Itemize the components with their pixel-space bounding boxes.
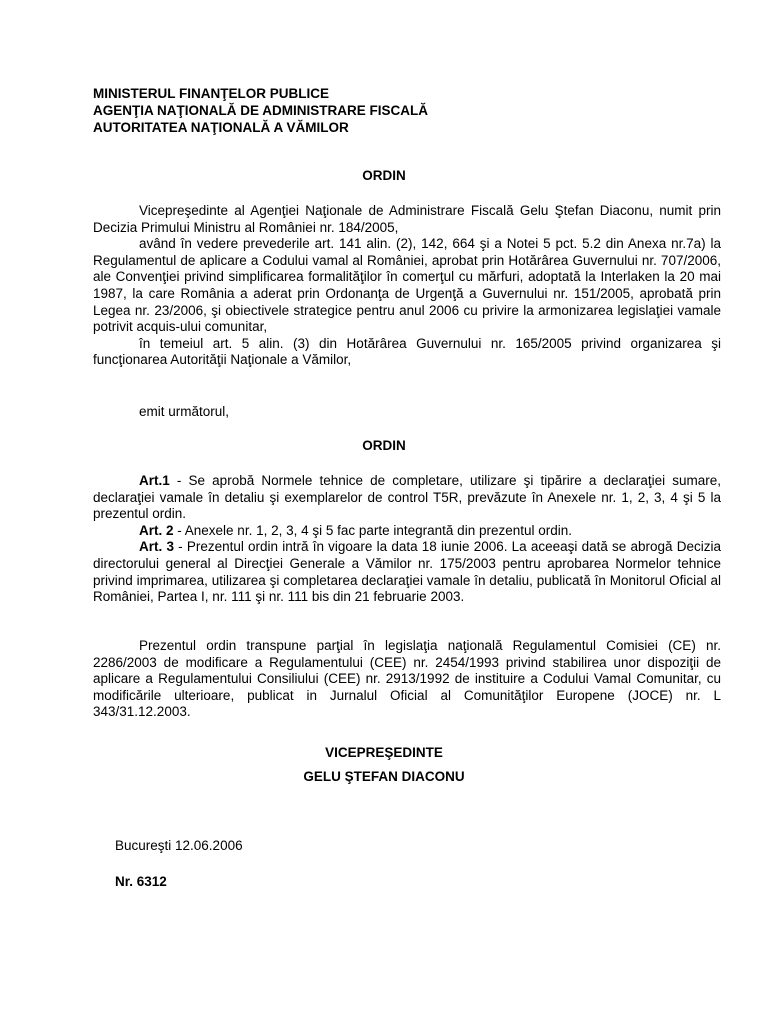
signatory-role: VICEPREŞEDINTE [325,745,443,760]
emit-text: emit următorul, [139,404,230,419]
article-3 [93,539,721,605]
intro-section [93,203,721,369]
header-authority: AUTORITATEA NAŢIONALĂ A VĂMILOR [93,120,349,135]
intro-paragraph-2: având în vedere prevederile art. 141 alin. (2), 142, 664 şi a Notei 5 pct. 5.2 din Anexa nr.7a) la Regulamentul de aplicare a Codului vamal al României, aprobat prin Hotărârea Guvernului nr. 707/2006, ale Convenţiei privind simplificarea formalităţilor în comerţul cu mărfuri, adoptată la Interlaken la 20 mai 1987, la care România a aderat prin Ordonanţa de Urgenţă a Guvernului nr. 151/2005, aprobată prin Legea nr. 23/2006, şi obiectivele strategice pentru anul 2006 cu privire la armonizarea legislaţiei vamale potrivit acquis-ului comunitar, [93,236,721,335]
issuer-header [93,85,428,136]
intro-paragraph-1: Vicepreşedinte al Agenţiei Naţionale de Administrare Fiscală Gelu Ştefan Diaconu, numit prin Decizia Primului Ministru al României nr. 184/2005, [93,203,721,235]
header-agency: AGENŢIA NAŢIONALĂ DE ADMINISTRARE FISCALĂ [93,103,428,118]
transposition-paragraph: Prezentul ordin transpune parţial în legislaţia naţională Regulamentul Comisiei (CE) nr. 2286/2003 de modificare a Regulamentului (CEE) nr. 2454/1993 privind stabilirea unor dispoziţii de aplicare a Regulamentului Consiliului (CEE) nr. 2913/1992 de instituire a Codului Vamal Comunitar, cu modificările ulterioare, publicat in Jurnalul Oficial al Comunităţilor Europene (JOCE) nr. L 343/31.12.2003. [93,638,721,720]
header-ministry: MINISTERUL FINANŢELOR PUBLICE [93,86,329,101]
article-2 [93,523,721,540]
title-ordin-1: ORDIN [362,168,406,183]
transposition-section [93,638,721,721]
order-number: Nr. 6312 [115,874,167,889]
signatory-name: GELU ŞTEFAN DIACONU [303,769,465,784]
article-2-label: Art. 2 [139,522,174,538]
article-2-text: - Anexele nr. 1, 2, 3, 4 şi 5 fac parte integrantă din prezentul ordin. [173,522,573,538]
article-3-text: - Prezentul ordin intră în vigoare la data 18 iunie 2006. La aceeaşi dată se abrogă Decizia directorului general al Direcţiei Generale a Vămilor nr. 175/2003 pentru aprobarea Normelor tehnice privind imprimarea, utilizarea şi completarea declaraţiei vamale în detaliu, publicată în Monitorul Oficial al României, Partea I, nr. 111 şi nr. 111 bis din 21 februarie 2003. [93,539,721,605]
intro-paragraph-3: în temeiul art. 5 alin. (3) din Hotărârea Guvernului nr. 165/2005 privind organizarea şi funcţionarea Autorităţii Naţionale a Vămilor, [93,335,721,368]
title-ordin-2: ORDIN [362,438,406,453]
articles-section [93,473,721,606]
article-3-label: Art. 3 [139,539,174,555]
article-1-label: Art.1 [139,473,170,488]
emit-line [93,404,721,421]
article-1 [93,473,721,523]
place-date: Bucureşti 12.06.2006 [115,838,243,853]
article-1-text: - Se aprobă Normele tehnice de completare, utilizare şi tipărire a declaraţiei sumare, declaraţiei vamale în detaliu şi exemplarelor de control T5R, prevăzute în Anexele nr. 1, 2, 3, 4 şi 5 la prezentul ordin. [93,473,721,522]
